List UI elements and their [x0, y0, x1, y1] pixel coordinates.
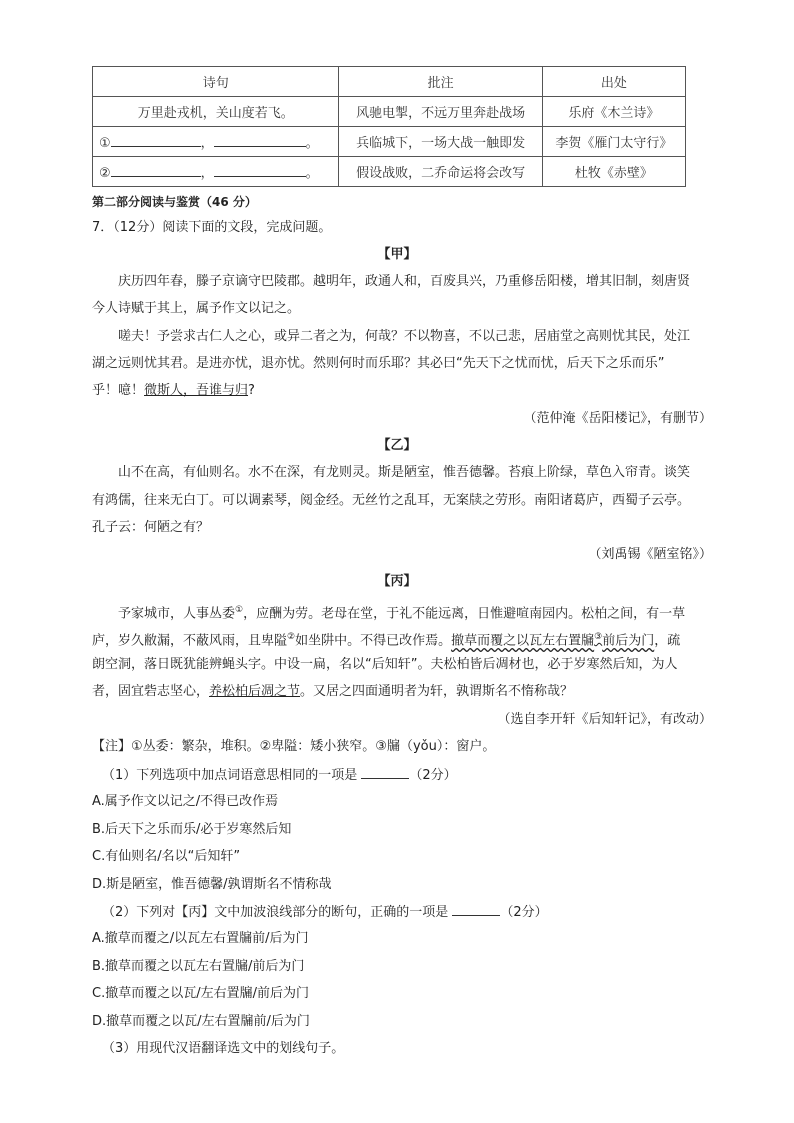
item-number: ②	[99, 166, 111, 181]
answer-blank[interactable]	[111, 164, 201, 177]
passage-text-span: ，疏	[654, 633, 681, 649]
question-text: （2）下列对【丙】文中加波浪线部分的断句，正确的一项是	[102, 905, 453, 920]
passage-text: 湖之远则忧其君。是进亦忧，退亦忧。然则何时而乐耶？其必曰“先天下之忧而忧，后天下之乐而乐”	[92, 356, 665, 371]
table-cell-poem: 万里赴戎机，关山度若飞。	[93, 97, 339, 127]
passage-bing-heading: 【丙】	[377, 574, 417, 589]
table-row	[93, 157, 686, 187]
punct: 。	[305, 136, 319, 151]
poem-table	[92, 66, 686, 187]
passage-text-span: ，应酬为劳。老母在堂，于礼不能远离，日惟避喧南园内。松柏之间，有一草	[243, 606, 686, 622]
footnote-marker: ③	[594, 632, 603, 642]
passage-text	[118, 601, 685, 623]
table-header-row	[93, 67, 686, 97]
passage-source: （范仲淹《岳阳楼记》，有删节）	[523, 411, 712, 426]
table-row	[93, 97, 686, 127]
passage-text-span: 乎！噫！	[92, 383, 145, 398]
passage-text-span: ?	[248, 383, 255, 398]
table-cell-source: 乐府《木兰诗》	[542, 97, 685, 127]
option-b: B.撤草而覆之以瓦左右置牖/前后为门	[92, 959, 305, 974]
answer-blank[interactable]	[214, 134, 306, 147]
question-text: （1）下列选项中加点词语意思相同的一项是	[102, 768, 362, 783]
passage-text	[92, 382, 255, 400]
option-c: C.撤草而覆之以瓦/左右置牖/前后为门	[92, 986, 309, 1001]
passage-text-span: 者，固宜砦志坚心，	[92, 684, 210, 699]
passage-text: 嗟夫！予尝求古仁人之心，或异二者之为，何哉？不以物喜，不以己悲，居庙堂之高则忧其民，处江	[118, 329, 691, 344]
passage-text: 山不在高，有仙则名。水不在深，有龙则灵。斯是陋室，惟吾德馨。苔痕上阶绿，草色入帘青。谈笑	[118, 465, 691, 480]
passage-text-span: 庐，岁久敝漏，不蔽风雨，且卑隘	[92, 633, 288, 649]
passage-text	[92, 628, 680, 650]
table-cell-note: 兵临城下，一场大战一触即发	[339, 127, 542, 157]
punct: ，	[200, 166, 214, 181]
passage-text: 有鸿儒，往来无白丁。可以调素琴，阅金经。无丝竹之乱耳，无案牍之劳形。南阳诸葛庐，西蜀子云亭。	[92, 493, 691, 508]
underlined-sentence: 养松柏后凋之节	[209, 684, 301, 699]
table-header: 出处	[542, 67, 685, 97]
answer-blank[interactable]	[361, 766, 409, 779]
passage-text-span: 。又居之四面通明者为轩，孰谓斯名不惰称哉？	[300, 684, 574, 699]
passage-text: 孔子云：何陋之有？	[92, 520, 210, 535]
passage-text: 今人诗赋于其上，属予作文以记之。	[92, 301, 301, 316]
question-score: （2分）	[409, 768, 457, 783]
question-1-stem	[102, 766, 457, 785]
footnote-marker: ②	[287, 632, 296, 642]
wavy-underlined-text: 撤草而覆之以瓦左右置牖	[451, 633, 595, 649]
table-header: 批注	[339, 67, 542, 97]
item-number: ①	[99, 136, 111, 151]
question-7-stem: 7．（12分）阅读下面的文段，完成问题。	[92, 220, 332, 235]
answer-blank[interactable]	[452, 903, 500, 916]
option-c: C.有仙则名/名以“后知轩”	[92, 849, 241, 864]
answer-blank[interactable]	[214, 164, 306, 177]
question-score: （2分）	[500, 905, 548, 920]
passage-text: 庆历四年春，滕子京谪守巴陵郡。越明年，政通人和，百废具兴，乃重修岳阳楼，增其旧制，刻唐贤	[118, 274, 691, 289]
passage-source: （刘禹锡《陋室铭》）	[588, 547, 712, 562]
table-cell-source: 杜牧《赤壁》	[542, 157, 685, 187]
passage-text: 朗空洞，落日既犹能辨蝇头字。中设一扁，名以“后知轩”。夫松柏皆后凋材也，必于岁寒然后知，为人	[92, 657, 678, 672]
section-title: 第二部分阅读与鉴赏（46 分）	[92, 195, 257, 209]
passage-yi-heading: 【乙】	[377, 438, 417, 453]
table-cell-blank	[93, 127, 339, 157]
passage-jia-heading: 【甲】	[377, 247, 417, 262]
passage-text-span: 如坐阱中。不得已改作焉。	[295, 633, 452, 649]
answer-blank[interactable]	[111, 134, 201, 147]
table-cell-source: 李贺《雁门太守行》	[542, 127, 685, 157]
table-header: 诗句	[93, 67, 339, 97]
option-a: A.属予作文以记之/不得已改作焉	[92, 794, 279, 809]
passage-text-span: 予家城市，人事丛委	[118, 606, 236, 622]
punct: ，	[200, 136, 214, 151]
option-a: A.撤草而覆之/以瓦左右置牖前/后为门	[92, 931, 309, 946]
table-row	[93, 127, 686, 157]
underlined-sentence: 微斯人，吾谁与归	[144, 383, 249, 398]
option-d: D.撤草而覆之以瓦/左右置牖前/后为门	[92, 1014, 310, 1029]
passage-source: （选自李开轩《后知轩记》，有改动）	[497, 712, 712, 727]
wavy-underlined-text: 前后为门	[602, 633, 655, 649]
punct: 。	[305, 166, 319, 181]
table-cell-note: 风驰电掣，不远万里奔赴战场	[339, 97, 542, 127]
table-cell-blank	[93, 157, 339, 187]
footnote: 【注】①丛委：繁杂，堆积。②卑隘：矮小狭窄。③牖（yǒu）：窗户。	[92, 739, 496, 754]
option-b: B.后天下之乐而乐/必于岁寒然后知	[92, 822, 292, 837]
option-d: D.斯是陋室，惟吾德馨/孰谓斯名不情称哉	[92, 877, 332, 892]
question-3-stem: （3）用现代汉语翻译选文中的划线句子。	[102, 1041, 345, 1056]
passage-text	[92, 683, 573, 701]
footnote-marker: ①	[235, 605, 244, 615]
table-cell-note: 假设战败，二乔命运将会改写	[339, 157, 542, 187]
question-2-stem	[102, 903, 548, 922]
